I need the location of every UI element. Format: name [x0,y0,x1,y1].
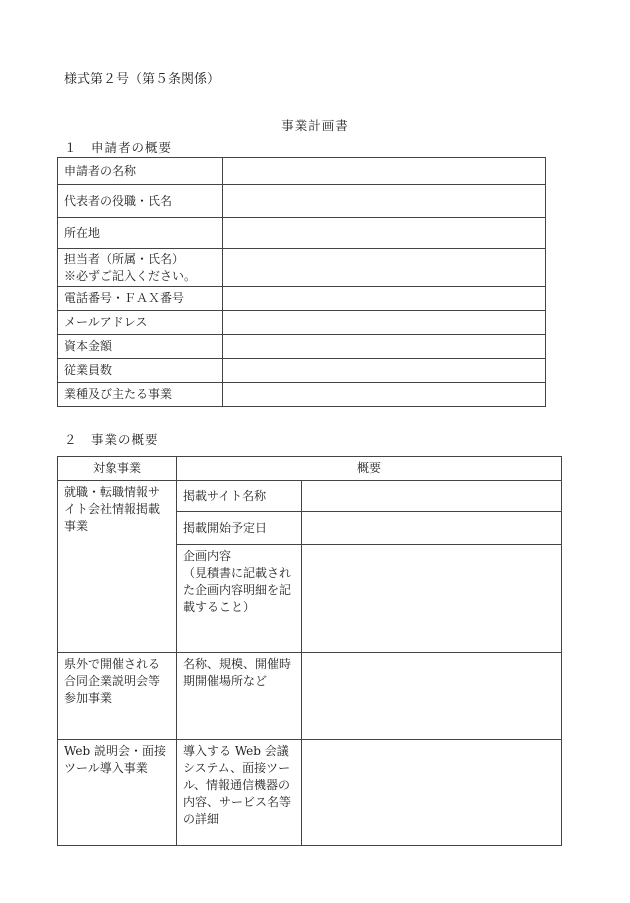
item-label: 掲載サイト名称 [177,481,302,512]
item-label: 導入する Web 会議システム、面接ツール、情報通信機器の内容、サービス名等の詳細 [177,740,302,846]
target-business: 県外で開催される合同企業説明会等参加事業 [58,653,177,740]
item-label: 掲載開始予定日 [177,512,302,545]
item-label: 企画内容 （見積書に記載された企画内容明細を記載すること） [177,545,302,653]
site-name-field[interactable] [302,481,562,512]
start-date-field[interactable] [302,512,562,545]
capital-field[interactable] [223,335,546,359]
phone-fax-field[interactable] [223,287,546,311]
applicant-name-field[interactable] [223,158,546,185]
row-label: 電話番号・ＦＡＸ番号 [58,287,223,311]
contact-person-field[interactable] [223,249,546,287]
page-title: 事業計画書 [281,118,349,133]
row-label: 業種及び主たる事業 [58,383,223,407]
item-label: 名称、規模、開催時期開催場所など [177,653,302,740]
row-label: 申請者の名称 [58,158,223,185]
applicant-overview-table [57,157,546,407]
employees-field[interactable] [223,359,546,383]
representative-field[interactable] [223,185,546,218]
row-label: 従業員数 [58,359,223,383]
section2-heading: ２ 事業の概要 [64,432,159,447]
overview-header: 概要 [177,457,562,481]
target-business: Web 説明会・面接ツール導入事業 [58,740,177,846]
row-label: 代表者の役職・氏名 [58,185,223,218]
industry-field[interactable] [223,383,546,407]
target-business-header: 対象事業 [58,457,177,481]
business-overview-table [57,456,562,846]
fair-details-field[interactable] [302,653,562,740]
section1-heading: １ 申請者の概要 [64,140,173,155]
target-business: 就職・転職情報サイト会社情報掲載事業 [58,481,177,653]
row-label: 資本金額 [58,335,223,359]
form-number: 様式第２号（第５条関係） [64,72,221,87]
row-label: 担当者（所属・氏名） ※必ずご記入ください。 [58,249,223,287]
row-label: メールアドレス [58,311,223,335]
row-label: 所在地 [58,218,223,249]
web-tool-details-field[interactable] [302,740,562,846]
plan-content-field[interactable] [302,545,562,653]
email-field[interactable] [223,311,546,335]
address-field[interactable] [223,218,546,249]
